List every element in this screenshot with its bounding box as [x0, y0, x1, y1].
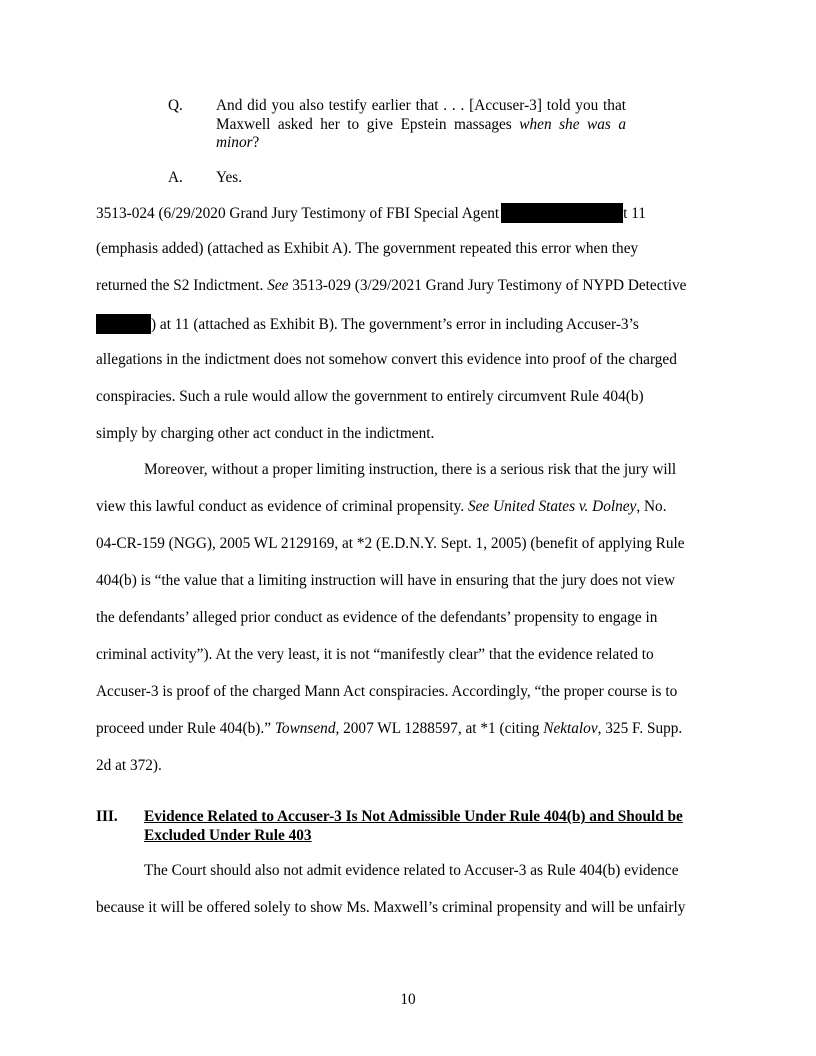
section-number: III. [96, 808, 118, 825]
body-line: allegations in the indictment does not somehow convert this evidence into proof of the charged [96, 351, 677, 368]
body-line: ) at 11 (attached as Exhibit B). The government’s error in including Accuser-3’s [96, 314, 720, 334]
redaction-block [96, 314, 151, 334]
question-label: Q. [168, 97, 183, 114]
section-heading: Evidence Related to Accuser-3 Is Not Admissible Under Rule 404(b) and Should be Excluded Under Rule 403 [144, 808, 683, 844]
body-line: view this lawful conduct as evidence of criminal propensity. See United States v. Dolney, No. [96, 498, 667, 515]
body-line: the defendants’ alleged prior conduct as evidence of the defendants’ propensity to engage in [96, 609, 658, 626]
body-line: conspiracies. Such a rule would allow the government to entirely circumvent Rule 404(b) [96, 388, 644, 405]
body-line: returned the S2 Indictment. See 3513-029 (3/29/2021 Grand Jury Testimony of NYPD Detective [96, 277, 687, 294]
body-line: 2d at 372). [96, 757, 162, 774]
question-text: And did you also testify earlier that . . . [Accuser-3] told you that Maxwell asked her to give Epstein massages when she was a minor? [216, 97, 626, 151]
body-line: The Court should also not admit evidence related to Accuser-3 as Rule 404(b) evidence [144, 862, 679, 879]
body-line: proceed under Rule 404(b).” Townsend, 2007 WL 1288597, at *1 (citing Nektalov, 325 F. Supp. [96, 720, 683, 737]
body-line: 3513-024 (6/29/2020 Grand Jury Testimony of FBI Special Agent t 11 [96, 205, 646, 222]
body-line: simply by charging other act conduct in the indictment. [96, 425, 435, 442]
answer-label: A. [168, 169, 183, 186]
body-line: Accuser-3 is proof of the charged Mann Act conspiracies. Accordingly, “the proper course is to [96, 683, 678, 700]
page-number: 10 [400, 991, 416, 1008]
body-line: Moreover, without a proper limiting instruction, there is a serious risk that the jury will [144, 461, 677, 478]
body-line: 404(b) is “the value that a limiting instruction will have in ensuring that the jury does not view [96, 572, 676, 589]
redaction-block [501, 203, 623, 223]
body-line: because it will be offered solely to show Ms. Maxwell’s criminal propensity and will be unfairly [96, 899, 686, 916]
body-line: criminal activity”). At the very least, it is not “manifestly clear” that the evidence related to [96, 646, 654, 663]
answer-text: Yes. [216, 169, 243, 186]
body-line: (emphasis added) (attached as Exhibit A). The government repeated this error when they [96, 240, 639, 257]
body-line: 04-CR-159 (NGG), 2005 WL 2129169, at *2 (E.D.N.Y. Sept. 1, 2005) (benefit of applying Rule [96, 535, 685, 552]
